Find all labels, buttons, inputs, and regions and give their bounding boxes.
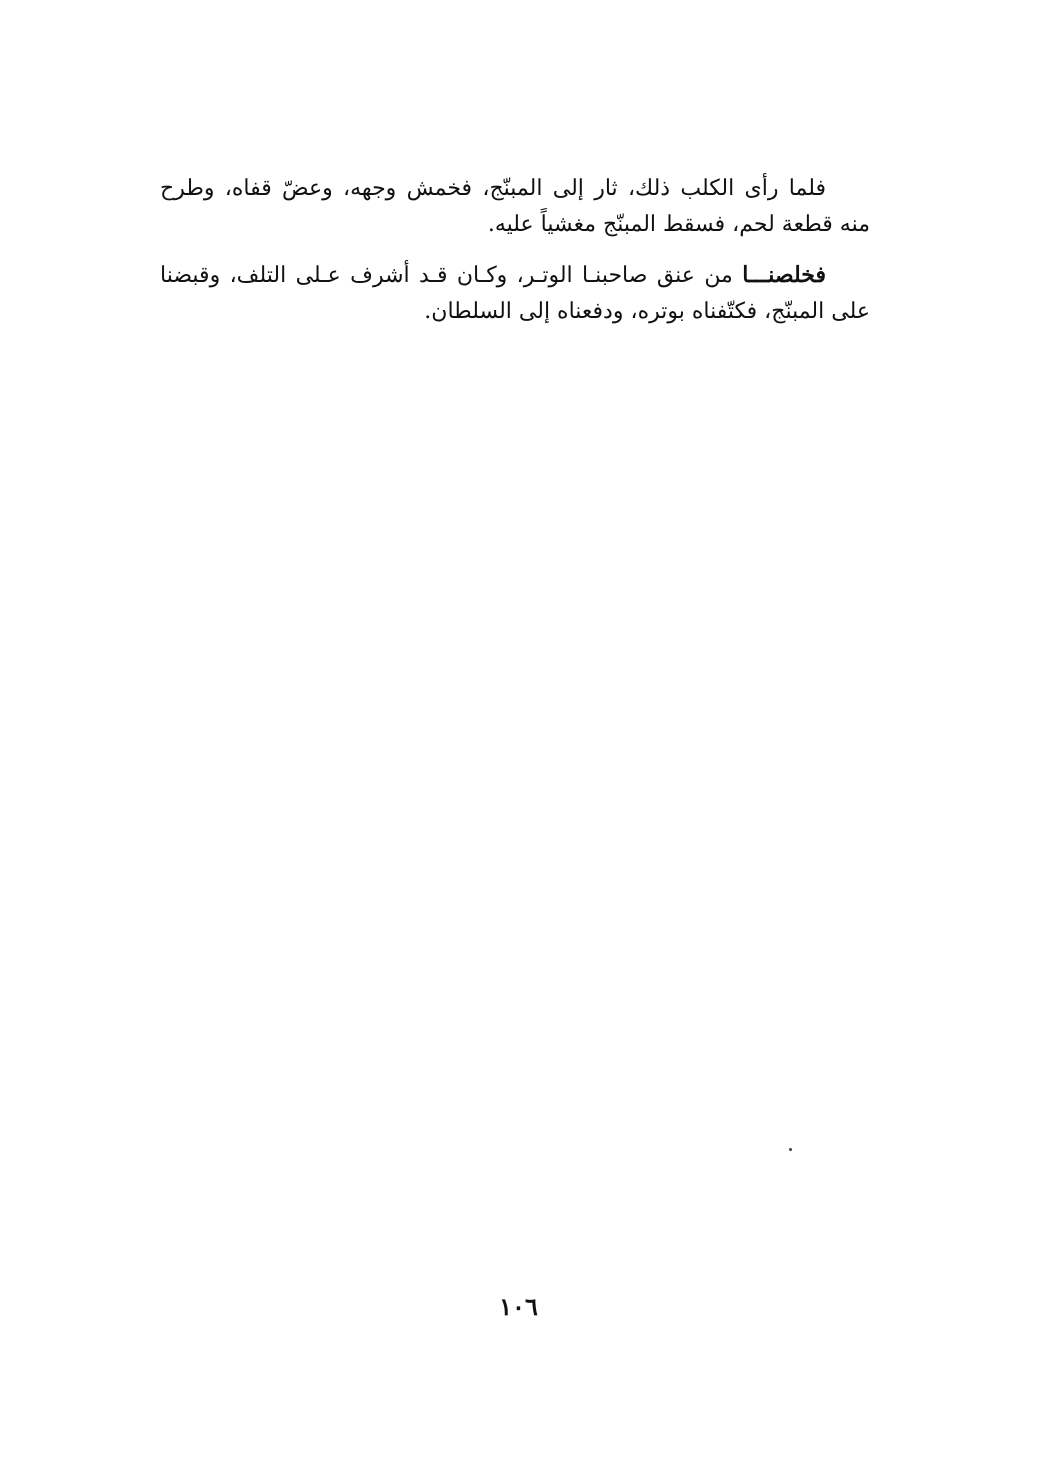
body-text xyxy=(160,170,870,330)
paragraph-2-text: من عنق صاحبنـا الوتـر، وكـان قـد أشرف عـلى التلف، وقبضنا على المبنّج، فكتّفناه بوتره، ودفعناه إلى السلطان. xyxy=(160,263,870,324)
scan-speck xyxy=(789,1148,792,1151)
paragraph-2-lead: فخلصنـــا xyxy=(742,262,826,288)
paragraph-2 xyxy=(160,257,870,330)
page-number: ١٠٦ xyxy=(499,1292,538,1321)
paragraph-1-text: فلما رأى الكلب ذلك، ثار إلى المبنّج، فخمش وجهه، وعضّ قفاه، وطرح منه قطعة لحم، فسقط المبنّج مغشياً عليه. xyxy=(160,176,870,237)
paragraph-1 xyxy=(160,170,870,243)
